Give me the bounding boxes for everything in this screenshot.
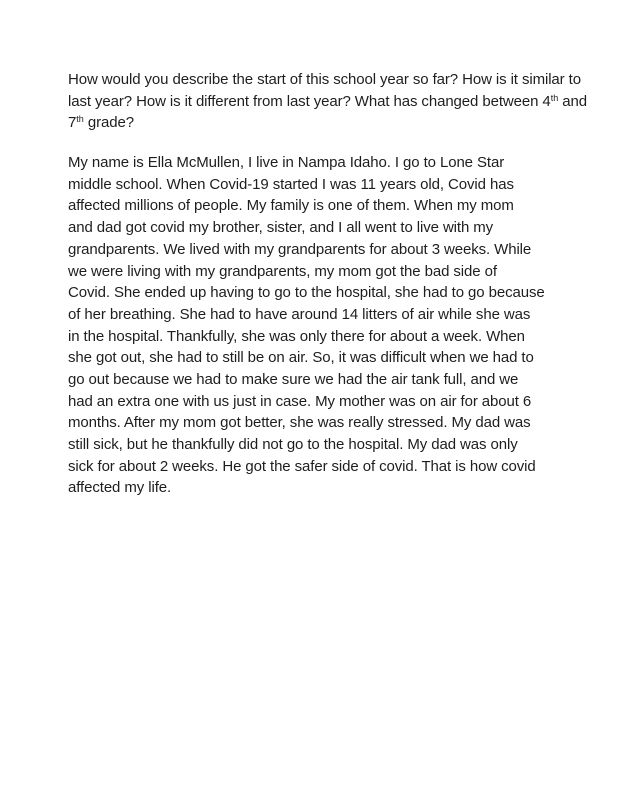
text-line: we were living with my grandparents, my mom got the bad side of	[68, 262, 497, 280]
essay-paragraph	[68, 152, 554, 499]
text-line: affected millions of people. My family is one of them. When my mom	[68, 197, 514, 215]
text-line: middle school. When Covid-19 started I was 11 years old, Covid has	[68, 175, 514, 193]
text-segment: and	[558, 92, 587, 110]
text-line: still sick, but he thankfully did not go to the hospital. My dad was only	[68, 436, 518, 453]
ordinal-superscript: th	[76, 114, 84, 125]
text-line: Covid. She ended up having to go to the hospital, she had to go because	[68, 284, 545, 302]
text-line	[68, 91, 587, 113]
text-line: of her breathing. She had to have around 14 litters of air while she was	[68, 305, 531, 323]
text-line: grandparents. We lived with my grandparents for about 3 weeks. While	[68, 240, 532, 258]
text-line: go out because we had to make sure we had the air tank full, and we	[68, 370, 519, 388]
text-segment: grade?	[83, 114, 134, 132]
ordinal-superscript: th	[550, 92, 559, 103]
text-line	[68, 69, 581, 91]
text-segment: last year? How is it different from last year? What has changed between 4	[68, 92, 551, 110]
text-line: affected my life.	[68, 479, 172, 497]
text-line: had an extra one with us just in case. My mother was on air for about 6	[68, 392, 532, 410]
text-line: sick for about 2 weeks. He got the safer side of covid. That is how covid	[68, 457, 536, 475]
text-line: she got out, she had to still be on air. So, it was difficult when we had to	[68, 349, 534, 367]
text-line: in the hospital. Thankfully, she was only there for about a week. When	[68, 327, 525, 345]
text-line: My name is Ella McMullen, I live in Nampa Idaho. I go to Lone Star	[68, 154, 505, 172]
text-line: and dad got covid my brother, sister, and I all went to live with my	[68, 219, 494, 237]
prompt-paragraph	[68, 69, 587, 134]
text-line: months. After my mom got better, she was really stressed. My dad was	[68, 414, 531, 432]
text-segment: 7	[68, 114, 77, 132]
text-line	[68, 112, 554, 134]
text-segment: How would you describe the start of this school year so far? How is it similar to	[68, 71, 581, 88]
